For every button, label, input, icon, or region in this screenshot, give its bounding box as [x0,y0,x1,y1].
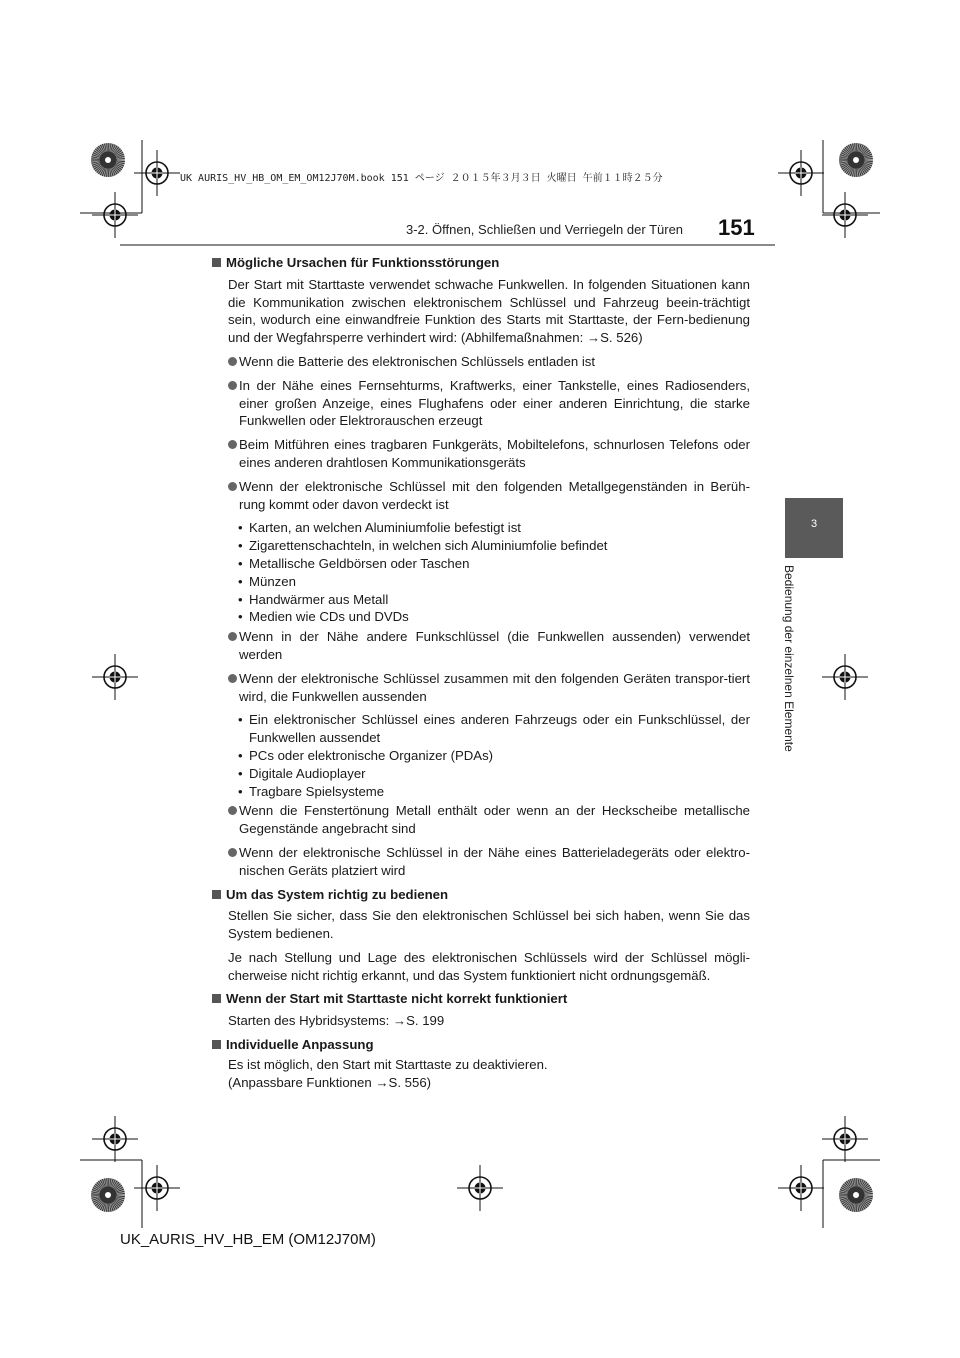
chapter-tab-number: 3 [810,518,818,530]
list-item-text: Wenn der elektronische Schlüssel in der Nähe eines Batterieladegeräts oder elektro-nischen Geräts platziert wird [239,844,750,878]
circle-bullet-icon [228,381,237,390]
circle-bullet-icon [228,848,237,857]
paragraph: Stellen Sie sicher, dass Sie den elektronischen Schlüssel bei sich haben, wenn Sie das System bedienen. [228,908,750,942]
footer-document-id: UK_AURIS_HV_HB_EM (OM12J70M) [120,1231,376,1248]
heading-operate [210,886,750,904]
section-title: 3-2. Öffnen, Schließen und Verriegeln der Türen [406,222,684,237]
heading-malfunction-text: Wenn der Start mit Starttaste nicht korrekt funktioniert [226,991,568,1007]
heading-operate-text: Um das System richtig zu bedienen [226,886,449,902]
circle-bullet-icon [228,674,237,683]
list-item-text: Beim Mitführen eines tragbaren Funkgeräts, Mobiltelefons, schnurlosen Telefons oder eines anderen drahtlosen Kommunikationsgeräts [239,437,750,470]
list-item [228,377,750,430]
registration-mark-left-mid [90,652,140,702]
circle-bullet-icon [228,440,237,449]
sub-list-item: • Ein elektronischer Schlüssel eines anderen Fahrzeugs oder ein Funkschlüssel, der Funkwellen aussendet [238,711,750,747]
list-item [228,436,750,472]
circle-bullet-icon [228,632,237,641]
list-item [228,844,750,880]
square-bullet-icon [212,890,221,899]
registration-mark-left-upper [90,190,140,240]
sub-list-item: • Medien wie CDs und DVDs [238,608,750,626]
sub-list [238,711,750,800]
sub-list-item: • Digitale Audioplayer [238,765,750,783]
star-target-top-left [88,140,128,180]
paragraph: Je nach Stellung und Lage des elektronischen Schlüssels wird der Schlüssel mögli-cherweise nicht richtig erkannt, und das System funktioniert nicht ordnungsgemäß. [228,949,750,983]
list-item [228,478,750,514]
heading-customization [210,1036,750,1054]
heading-customization-text: Individuelle Anpassung [226,1037,374,1053]
list-item [228,670,750,706]
circle-bullet-icon [228,482,237,491]
chapter-tab [785,498,843,558]
sub-list-item: • Münzen [238,573,750,591]
file-stamp: UK AURIS_HV_HB_OM_EM_OM12J70M.book 151 ページ ２０１５年３月３日 火曜日 午前１１時２５分 [180,173,663,184]
circle-bullet-icon [228,806,237,815]
star-target-bottom-right [836,1175,876,1215]
list-item-text: In der Nähe eines Fernsehturms, Kraftwerks, einer Tankstelle, eines Radiosenders, einer großen Anzeige, eines Flughafens oder einer anderen Einrichtung, die starke Funkwellen oder Elektrorauschen erzeugt [239,377,750,429]
registration-mark-right-upper [820,190,870,240]
paragraph: Der Start mit Starttaste verwendet schwache Funkwellen. In folgenden Situationen kann die Kommunikation zwischen elektronischem Schlüssel und Fahrzeug beein-trächtigt sein, wodurch eine einwandfreie Funktion des Starts mit Starttaste, der Fern-bedienung und der Wegfahrsperre verhindert wird: (Abhilfemaßnahmen: →S. 526) [228,276,750,346]
sub-list-item: • Handwärmer aus Metall [238,591,750,609]
list-item-text: Wenn die Fenstertönung Metall enthält oder wenn an der Heckscheibe metallische Gegenstände angebracht sind [239,803,750,837]
paragraph-line: (Anpassbare Funktionen →S. 556) [228,1074,432,1090]
sub-list-item: • PCs oder elektronische Organizer (PDAs) [238,747,750,765]
heading-causes-text: Mögliche Ursachen für Funktionsstörungen [226,255,500,270]
sub-list-item: • Tragbare Spielsysteme [238,783,750,801]
sub-list-item: • Zigarettenschachteln, in welchen sich Aluminiumfolie befindet [238,537,750,555]
registration-mark-left-lower [90,1114,140,1164]
heading-causes [210,254,750,272]
registration-mark-bottom-right [776,1163,826,1213]
registration-mark-bottom-center [455,1163,505,1213]
list-item [228,802,750,838]
square-bullet-icon [212,1040,221,1049]
paragraph: Starten des Hybridsystems: →S. 199 [228,1013,445,1029]
sub-list [238,519,750,626]
sub-list-item: • Metallische Geldbörsen oder Taschen [238,555,750,573]
sub-list-item: • Karten, an welchen Aluminiumfolie befestigt ist [238,519,750,537]
paragraph-line: Es ist möglich, den Start mit Starttaste zu deaktivieren. [228,1056,548,1072]
registration-mark-right-lower [820,1114,870,1164]
square-bullet-icon [212,994,221,1003]
main-content [210,254,750,1091]
star-target-bottom-left [88,1175,128,1215]
side-chapter-label [782,565,812,775]
registration-mark-bottom-left [132,1163,182,1213]
square-bullet-icon [212,258,221,267]
star-target-top-right [836,140,876,180]
registration-mark-right-mid [820,652,870,702]
circle-bullet-icon [228,357,237,366]
registration-mark-top-right [776,148,826,198]
list-item-text: Wenn in der Nähe andere Funkschlüssel (die Funkwellen aussenden) verwendet werden [239,629,750,662]
list-item [228,353,750,371]
list-item-text: Wenn die Batterie des elektronischen Schlüssels entladen ist [239,353,596,369]
side-chapter-label-text: Bedienung der einzelnen Elemente [782,565,796,752]
list-item-text: Wenn der elektronische Schlüssel mit den folgenden Metallgegenständen in Berüh-rung kommt oder davon verdeckt ist [239,478,750,512]
page-number: 151 [718,215,755,240]
heading-malfunction [210,990,750,1008]
paragraph [228,1056,750,1092]
list-item [228,628,750,664]
list-item-text: Wenn der elektronische Schlüssel zusammen mit den folgenden Geräten transpor-tiert wird, die Funkwellen aussenden [239,670,750,704]
header-rule [120,244,775,246]
